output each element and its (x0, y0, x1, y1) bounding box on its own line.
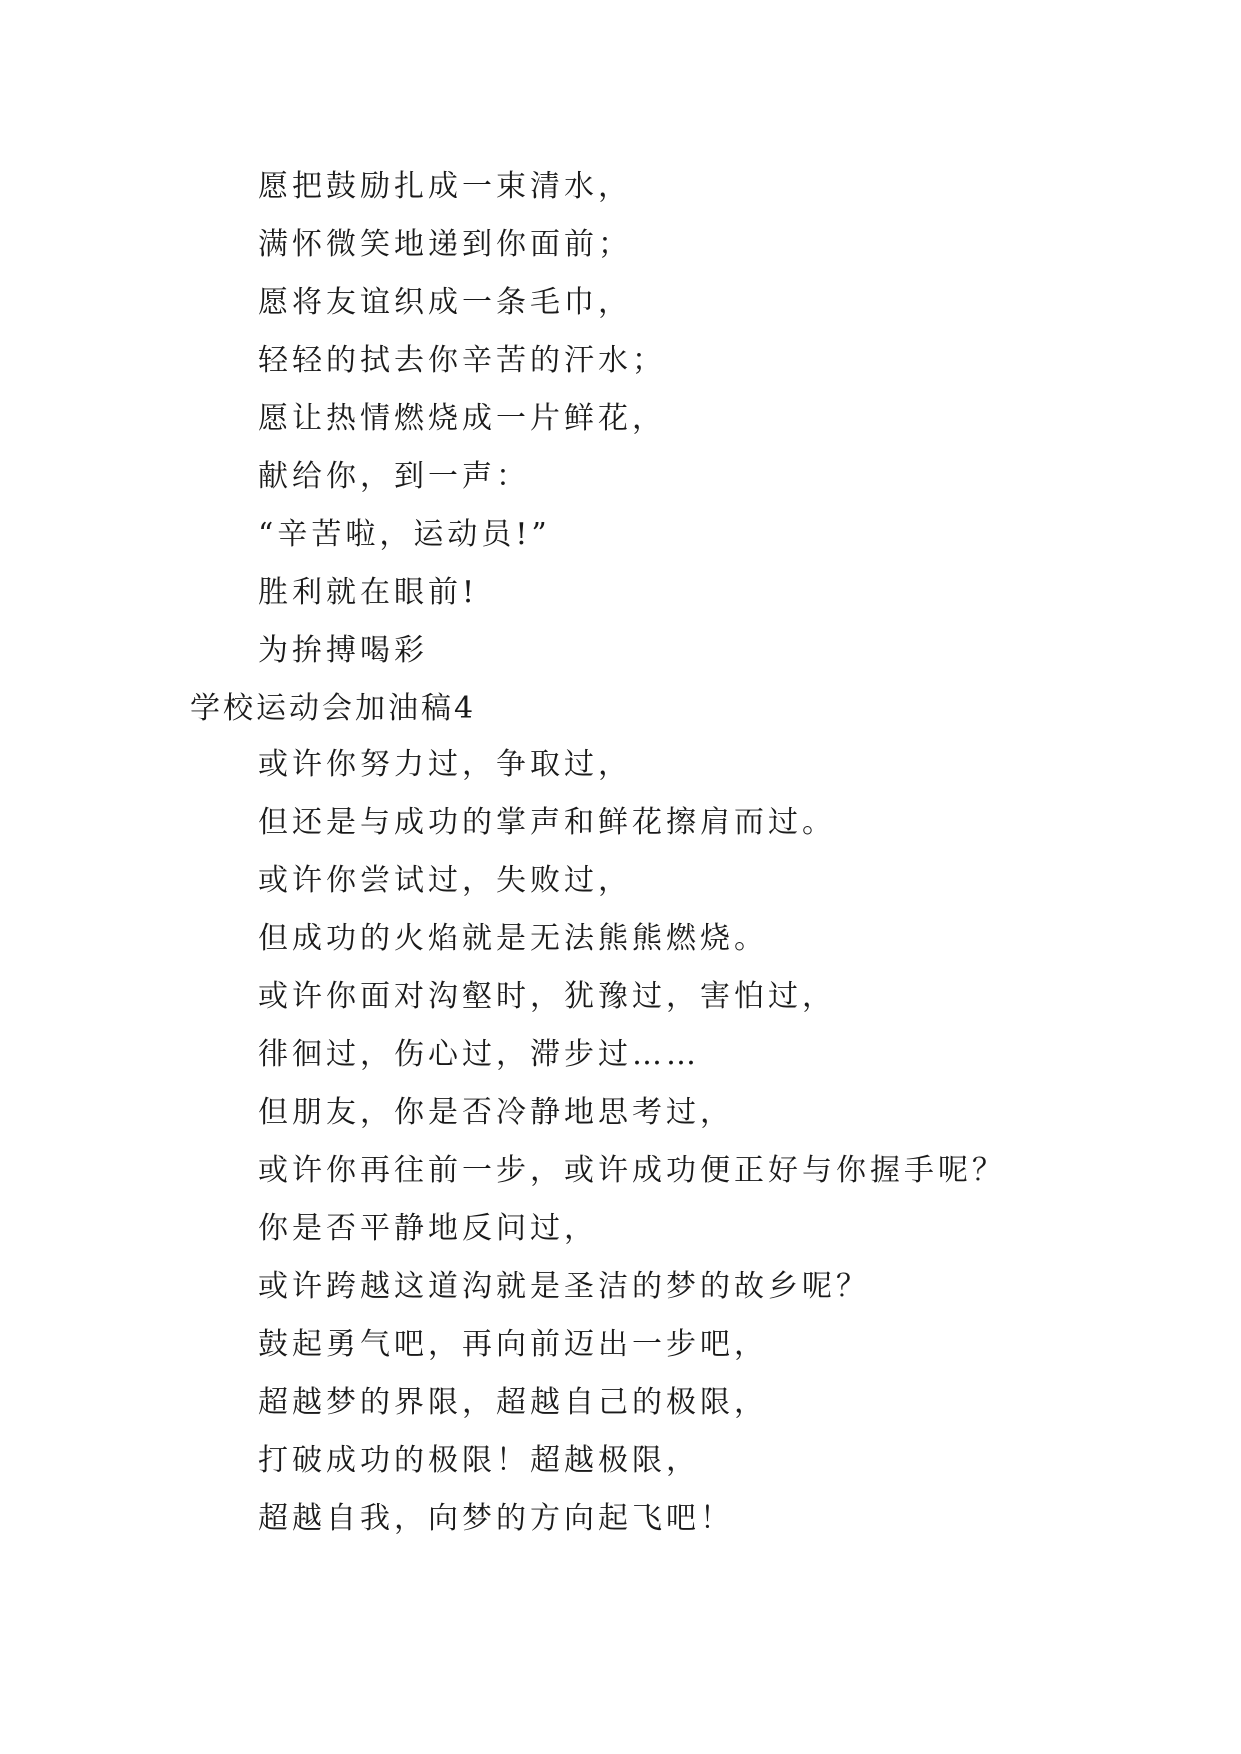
poem-line: 但朋友，你是否冷静地思考过， (258, 1095, 734, 1130)
poem-line: 你是否平静地反问过， (258, 1211, 598, 1246)
poem-stanza-2 (0, 736, 1241, 1548)
poem-line: 为拚搏喝彩 (258, 633, 428, 668)
poem-line: 满怀微笑地递到你面前； (258, 227, 632, 262)
poem-line: 愿将友谊织成一条毛巾， (258, 285, 632, 320)
poem-line: 愿把鼓励扎成一束清水， (258, 169, 632, 204)
poem-line: 打破成功的极限！超越极限， (258, 1443, 700, 1478)
poem-line: 或许你再往前一步，或许成功便正好与你握手呢？ (258, 1153, 1006, 1188)
poem-line: 但成功的火焰就是无法熊熊燃烧。 (258, 921, 768, 956)
poem-line: 愿让热情燃烧成一片鲜花， (258, 401, 666, 436)
poem-line: 鼓起勇气吧，再向前迈出一步吧， (258, 1327, 768, 1362)
section-heading: 学校运动会加油稿4 (190, 691, 477, 726)
poem-line: 或许跨越这道沟就是圣洁的梦的故乡呢？ (258, 1269, 870, 1304)
poem-line: 或许你努力过，争取过， (258, 747, 632, 782)
poem-line: 轻轻的拭去你辛苦的汗水； (258, 343, 666, 378)
poem-line: 或许你尝试过，失败过， (258, 863, 632, 898)
poem-line: 献给你，到一声： (258, 459, 530, 494)
poem-line: 超越自我，向梦的方向起飞吧！ (258, 1501, 734, 1536)
poem-line: 或许你面对沟壑时，犹豫过，害怕过， (258, 979, 836, 1014)
poem-line: 超越梦的界限，超越自己的极限， (258, 1385, 768, 1420)
poem-line: 胜利就在眼前! (258, 575, 479, 610)
poem-stanza-1 (0, 158, 1241, 680)
poem-line: 徘徊过，伤心过，滞步过…… (258, 1037, 700, 1072)
poem-line: “辛苦啦，运动员!” (258, 517, 551, 552)
poem-line: 但还是与成功的掌声和鲜花擦肩而过。 (258, 805, 836, 840)
